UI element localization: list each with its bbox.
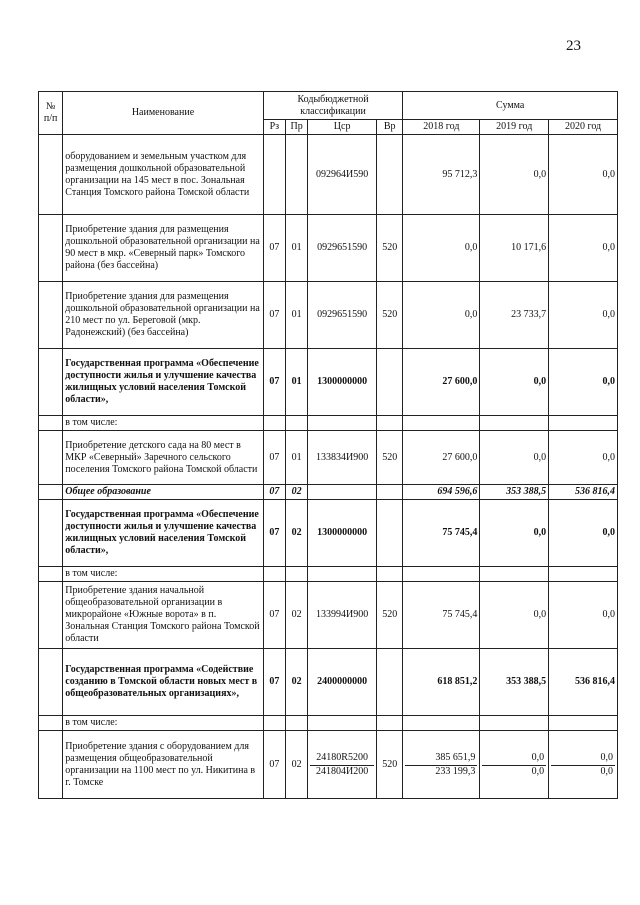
row-name: в том числе: (63, 716, 263, 731)
row-vr (377, 500, 403, 567)
row-2019: 23 733,7 (480, 282, 549, 349)
header-2020: 2020 год (549, 120, 618, 135)
row-number (39, 567, 63, 582)
row-vr (377, 716, 403, 731)
row-csr: 092964И590 (308, 135, 377, 215)
row-2020: 0,0 (549, 582, 618, 649)
table-row (39, 582, 618, 649)
table-row (39, 731, 618, 799)
row-name: Приобретение здания с оборудованием для размещения общеобразовательной организации на 1100 мест по ул. Никитина в г. Томске (63, 731, 263, 799)
row-pr: 02 (285, 731, 307, 799)
row-vr (377, 649, 403, 716)
row-2019: 0,0 (480, 582, 549, 649)
row-number (39, 500, 63, 567)
row-2019 (480, 731, 549, 799)
row-rz: 07 (263, 500, 285, 567)
row-number (39, 485, 63, 500)
row-rz: 07 (263, 282, 285, 349)
row-2020: 0,0 (549, 282, 618, 349)
row-2019: 353 388,5 (480, 649, 549, 716)
row-vr: 520 (377, 215, 403, 282)
row-name: Приобретение здания для размещения дошкольной образовательной организации на 90 мест в мкр. «Северный парк» Томского района (без бассейна) (63, 215, 263, 282)
row-pr: 01 (285, 215, 307, 282)
row-csr (308, 485, 377, 500)
row-2019: 0,0 (480, 135, 549, 215)
header-codes: Кодыбюджетной классификации (263, 92, 403, 120)
row-2018: 0,0 (403, 215, 480, 282)
row-name: Приобретение здания начальной общеобразовательной организации в микрорайоне «Южные ворота» в п. Зональная Станция Томского района Томской области (63, 582, 263, 649)
row-number (39, 731, 63, 799)
row-2018: 75 745,4 (403, 582, 480, 649)
row-2020: 536 816,4 (549, 485, 618, 500)
row-2020: 0,0 (549, 431, 618, 485)
row-number (39, 582, 63, 649)
row-number (39, 215, 63, 282)
budget-table (38, 91, 618, 799)
row-2018: 694 596,6 (403, 485, 480, 500)
row-2020-a: 0,0 (551, 751, 615, 766)
header-2018: 2018 год (403, 120, 480, 135)
row-number (39, 282, 63, 349)
table-row (39, 567, 618, 582)
row-2018 (403, 567, 480, 582)
row-2018 (403, 716, 480, 731)
row-pr: 02 (285, 500, 307, 567)
row-vr: 520 (377, 731, 403, 799)
row-rz (263, 416, 285, 431)
row-rz: 07 (263, 731, 285, 799)
header-csr: Цср (308, 120, 377, 135)
row-vr (377, 416, 403, 431)
row-number (39, 716, 63, 731)
row-pr (285, 416, 307, 431)
row-2019: 0,0 (480, 431, 549, 485)
row-vr: 520 (377, 282, 403, 349)
row-2020 (549, 567, 618, 582)
row-csr: 133994И900 (308, 582, 377, 649)
row-csr (308, 731, 377, 799)
row-2018: 27 600,0 (403, 349, 480, 416)
row-pr (285, 567, 307, 582)
row-vr (377, 567, 403, 582)
row-2018: 618 851,2 (403, 649, 480, 716)
row-number (39, 649, 63, 716)
row-rz: 07 (263, 215, 285, 282)
row-vr (377, 485, 403, 500)
row-2020: 0,0 (549, 135, 618, 215)
row-rz: 07 (263, 485, 285, 500)
row-name: оборудованием и земельным участком для размещения дошкольной образовательной организации на 145 мест в пос. Зональная Станция Томского района Томской области (63, 135, 263, 215)
row-2018-a: 385 651,9 (405, 751, 477, 766)
row-2020: 0,0 (549, 500, 618, 567)
row-csr-b: 241804И200 (316, 766, 369, 777)
table-row (39, 716, 618, 731)
row-pr: 02 (285, 485, 307, 500)
row-pr: 01 (285, 349, 307, 416)
row-2020 (549, 731, 618, 799)
row-number (39, 416, 63, 431)
row-pr: 01 (285, 431, 307, 485)
row-2018: 0,0 (403, 282, 480, 349)
row-2020: 0,0 (549, 215, 618, 282)
row-rz (263, 567, 285, 582)
row-2020: 536 816,4 (549, 649, 618, 716)
table-row (39, 282, 618, 349)
row-csr (308, 567, 377, 582)
row-name: Приобретение здания для размещения дошкольной образовательной организации на 210 мест по ул. Береговой (мкр. Радонежский) (без бассейна) (63, 282, 263, 349)
row-2019 (480, 716, 549, 731)
row-2019 (480, 416, 549, 431)
row-2019-b: 0,0 (531, 766, 545, 777)
table-row (39, 349, 618, 416)
row-2018-b: 233 199,3 (435, 766, 476, 777)
row-pr: 01 (285, 282, 307, 349)
header-rz: Рз (263, 120, 285, 135)
row-2018 (403, 731, 480, 799)
row-name: Государственная программа «Содействие созданию в Томской области новых мест в общеобразовательных организациях», (63, 649, 263, 716)
row-csr: 0929651590 (308, 282, 377, 349)
row-name: в том числе: (63, 567, 263, 582)
row-rz (263, 716, 285, 731)
row-rz: 07 (263, 582, 285, 649)
row-pr: 02 (285, 582, 307, 649)
row-2018: 27 600,0 (403, 431, 480, 485)
row-name: Государственная программа «Обеспечение доступности жилья и улучшение качества жилищных условий населения Томской области», (63, 349, 263, 416)
table-row (39, 649, 618, 716)
row-csr: 133834И900 (308, 431, 377, 485)
table-row (39, 135, 618, 215)
header-pr: Пр (285, 120, 307, 135)
row-vr (377, 349, 403, 416)
row-rz (263, 135, 285, 215)
page-number: 23 (566, 38, 581, 54)
row-name: Общее образование (63, 485, 263, 500)
header-2019: 2019 год (480, 120, 549, 135)
row-csr: 2400000000 (308, 649, 377, 716)
table-row (39, 500, 618, 567)
row-name: Государственная программа «Обеспечение доступности жилья и улучшение качества жилищных условий населения Томской области», (63, 500, 263, 567)
row-2019: 353 388,5 (480, 485, 549, 500)
row-name: в том числе: (63, 416, 263, 431)
row-csr: 1300000000 (308, 349, 377, 416)
table-row (39, 416, 618, 431)
row-2018: 75 745,4 (403, 500, 480, 567)
row-number (39, 431, 63, 485)
row-csr: 0929651590 (308, 215, 377, 282)
header-vr: Вр (377, 120, 403, 135)
row-2019: 0,0 (480, 500, 549, 567)
row-vr: 520 (377, 431, 403, 485)
row-2019 (480, 567, 549, 582)
header-sum: Сумма (403, 92, 618, 120)
row-2019-a: 0,0 (482, 751, 546, 766)
row-csr (308, 716, 377, 731)
row-vr (377, 135, 403, 215)
header-num: № п/п (39, 92, 63, 135)
row-2019: 0,0 (480, 349, 549, 416)
row-2020-b: 0,0 (600, 766, 613, 777)
row-number (39, 135, 63, 215)
row-pr (285, 716, 307, 731)
row-2018 (403, 416, 480, 431)
table-row (39, 485, 618, 500)
row-rz: 07 (263, 649, 285, 716)
row-2018: 95 712,3 (403, 135, 480, 215)
row-2019: 10 171,6 (480, 215, 549, 282)
row-2020: 0,0 (549, 349, 618, 416)
row-csr: 1300000000 (308, 500, 377, 567)
row-pr: 02 (285, 649, 307, 716)
row-pr (285, 135, 307, 215)
row-csr (308, 416, 377, 431)
table-row (39, 215, 618, 282)
row-2020 (549, 416, 618, 431)
row-rz: 07 (263, 349, 285, 416)
row-rz: 07 (263, 431, 285, 485)
row-2020 (549, 716, 618, 731)
row-number (39, 349, 63, 416)
row-csr-a: 24180R5200 (310, 751, 374, 766)
row-name: Приобретение детского сада на 80 мест в МКР «Северный» Заречного сельского поселения Томского района Томской области (63, 431, 263, 485)
table-row (39, 431, 618, 485)
header-name: Наименование (63, 92, 263, 135)
row-vr: 520 (377, 582, 403, 649)
